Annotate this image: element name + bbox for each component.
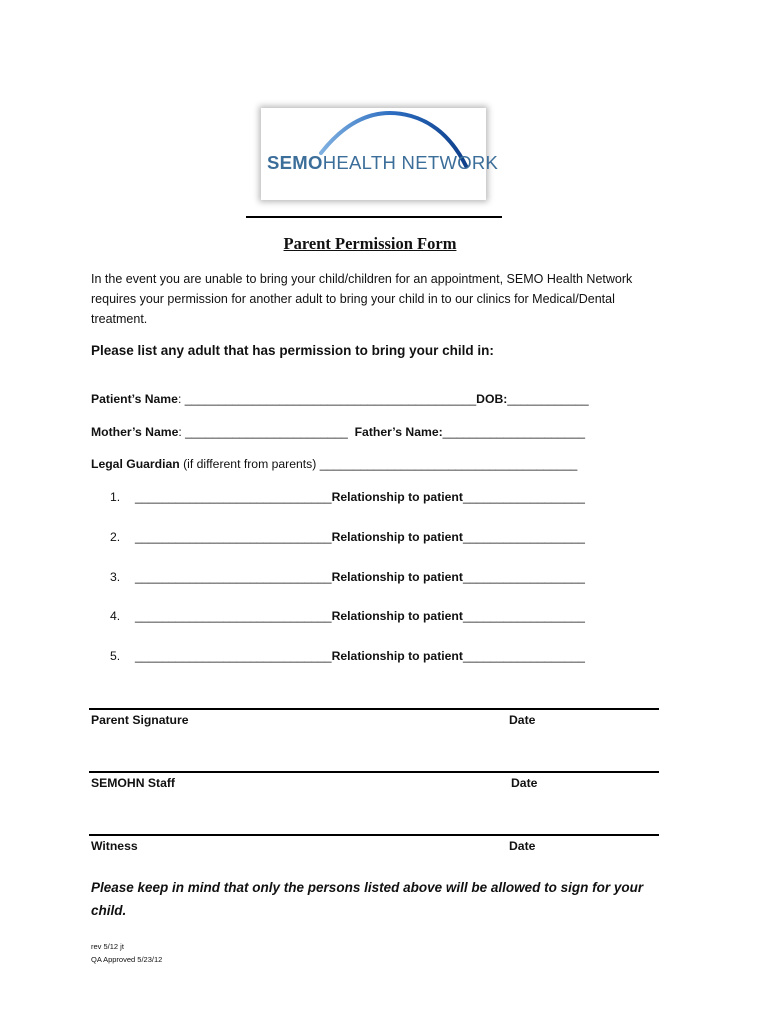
patient-name-label: Patient’s Name <box>91 392 178 406</box>
logo-name-bold: SEMO <box>267 152 323 173</box>
relationship-field[interactable]: __________________ <box>462 570 585 584</box>
logo-wordmark <box>267 152 499 174</box>
adult-number: 3. <box>110 570 121 584</box>
adult-entry <box>110 609 585 623</box>
qa-approved-text: QA Approved 5/23/12 <box>91 955 163 964</box>
mother-name-field[interactable]: : ________________________ <box>178 425 348 439</box>
adult-name-field[interactable]: _____________________________ <box>135 649 332 663</box>
father-name-label: Father’s Name: <box>354 425 443 439</box>
parents-row <box>91 425 585 439</box>
semo-logo <box>261 108 499 200</box>
adult-name-field[interactable]: _____________________________ <box>135 570 332 584</box>
patient-name-row <box>91 392 589 406</box>
dob-field[interactable]: ____________ <box>507 392 589 406</box>
adult-name-field[interactable]: _____________________________ <box>135 490 332 504</box>
witness-signature-label: Witness <box>91 839 138 853</box>
adult-entry <box>110 490 585 504</box>
relationship-label: Relationship to patient <box>331 649 463 663</box>
title-rule <box>246 216 502 218</box>
staff-date-label: Date <box>511 776 538 790</box>
relationship-label: Relationship to patient <box>331 530 463 544</box>
adult-entry <box>110 530 585 544</box>
staff-signature-label: SEMOHN Staff <box>91 776 175 790</box>
relationship-field[interactable]: __________________ <box>462 609 585 623</box>
relationship-label: Relationship to patient <box>331 609 463 623</box>
father-name-field[interactable]: _____________________ <box>442 425 586 439</box>
relationship-label: Relationship to patient <box>331 490 463 504</box>
adult-entry <box>110 570 585 584</box>
closing-note: Please keep in mind that only the persons listed above will be allowed to sign for your child. <box>91 880 644 918</box>
adult-name-field[interactable]: _____________________________ <box>135 609 332 623</box>
relationship-field[interactable]: __________________ <box>462 649 585 663</box>
parent-signature-label: Parent Signature <box>91 713 189 727</box>
adult-number: 4. <box>110 609 121 623</box>
guardian-field[interactable]: (if different from parents) ______________________________________ <box>179 457 578 471</box>
page-title: Parent Permission Form <box>283 234 457 253</box>
parent-signature-line[interactable] <box>89 708 659 710</box>
logo-name-rest: HEALTH NETWORK <box>322 152 499 173</box>
mother-name-label: Mother’s Name <box>91 425 179 439</box>
patient-name-field[interactable]: : ___________________________________________ <box>177 392 477 406</box>
witness-date-label: Date <box>509 839 536 853</box>
guardian-row <box>91 457 577 471</box>
relationship-label: Relationship to patient <box>331 570 463 584</box>
relationship-field[interactable]: __________________ <box>462 530 585 544</box>
staff-signature-line[interactable] <box>89 771 659 773</box>
list-heading: Please list any adult that has permission to bring your child in: <box>91 343 494 358</box>
relationship-field[interactable]: __________________ <box>462 490 585 504</box>
dob-label: DOB: <box>476 392 508 406</box>
adult-name-field[interactable]: _____________________________ <box>135 530 332 544</box>
witness-signature-line[interactable] <box>89 834 659 836</box>
adult-number: 1. <box>110 490 121 504</box>
adult-entry <box>110 649 585 663</box>
revision-text: rev 5/12 jt <box>91 942 124 951</box>
adult-number: 5. <box>110 649 121 663</box>
intro-paragraph: In the event you are unable to bring your child/children for an appointment, SEMO Health Network requires your permission for another adult to bring your child in to our clinics for Medical/Dental treatment. <box>91 272 633 326</box>
parent-date-label: Date <box>509 713 536 727</box>
adult-number: 2. <box>110 530 121 544</box>
guardian-label: Legal Guardian <box>91 457 180 471</box>
